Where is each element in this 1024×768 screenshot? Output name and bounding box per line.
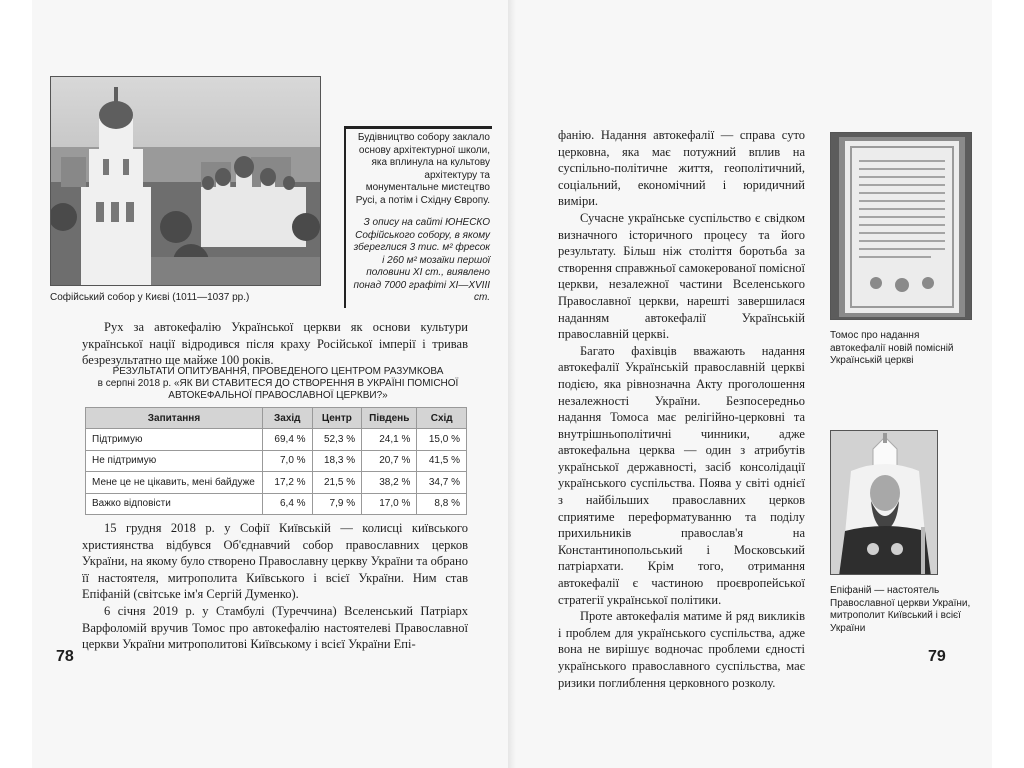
right-paragraph-4: Проте автокефалія матиме й ряд викликів і проблем для українського суспільства, адже вона не вирішує водночас проблеми єдності українського православного суспільства, має ризики поглиблення церковного розколу.: [558, 609, 805, 690]
cell-center: 18,3 %: [312, 450, 362, 472]
tomos-caption: Томос про надання автокефалії новій помісній Українській церкві: [830, 330, 954, 366]
poll-header-row: [86, 408, 467, 429]
table-row: [86, 493, 467, 515]
row-question: Не підтримую: [86, 450, 263, 472]
poll-title-line-1: РЕЗУЛЬТАТИ ОПИТУВАННЯ, ПРОВЕДЕНОГО ЦЕНТРОМ РАЗУМКОВА: [112, 366, 444, 377]
tomos-paragraph: 6 січня 2019 р. у Стамбулі (Туреччина) Вселенський Патріарх Варфоломій вручив Томос про автокефалію настоятелеві Православної церкви України митрополитові Київському і всієї України Епі-: [82, 603, 468, 652]
row-question: Підтримую: [86, 429, 263, 451]
page-number-left: 78: [56, 648, 74, 665]
header-center: Центр: [312, 408, 362, 429]
cell-south: 24,1 %: [362, 429, 417, 451]
right-paragraph-3: Багато фахівців вважають надання автокефалії Українській православній церкві подією, яка рівнозначна Акту проголошення незалежності України. Безпосередньо надання Томоса має релігійно-церковні та внутрішньополітичні чинники, адже автокефальна церква — один з атрибутів української державності, засіб консолідації українського суспільства. Поява у світі однієї з найбільших православних церков сприятиме переформатуванню та поділу прихильників православ'я на Константинопольський і Московський патріархати. Крім того, отримання автокефалії є частиною проєвропейської стратегії української політики.: [558, 343, 805, 607]
cathedral-photo-caption: Софійський собор у Києві (1011—1037 рр.): [50, 292, 250, 303]
cell-east: 41,5 %: [417, 450, 467, 472]
header-west: Захід: [263, 408, 313, 429]
cell-east: 15,0 %: [417, 429, 467, 451]
right-paragraph-2: Сучасне українське суспільство є свідком визначного історичного процесу та його результату. Більш ніж століття боротьба за створення справжньої самокерованої помісної церкви, незалежної частини Вселенського Православної церкви, нарешті завершилася наданням автокефалії Українській православній церкві.: [558, 210, 805, 342]
side-box-note: З опису на сайті ЮНЕСКО Софійського собору, в якому збереглися 3 тис. м² фресок і 260 м² мозаїки першої половини XI ст., виявлено понад 7000 графіті XI—XVIII ст.: [353, 217, 490, 303]
council-paragraph: 15 грудня 2018 р. у Софії Київській — колисці київського християнства відбувся Об'єднавчий собор православних церков України, на якому було створено Православну церкву України та обрано її настоятеля, митрополита Київського і всієї України. Ним став Епіфаній (світське ім'я Сергій Думенко).: [82, 521, 468, 602]
cell-south: 20,7 %: [362, 450, 417, 472]
row-question: Важко відповісти: [86, 493, 263, 515]
sofia-cathedral-image: [51, 77, 321, 286]
cell-south: 38,2 %: [362, 472, 417, 494]
side-box-main-text: Будівництво собору заклало основу архітектурної школи, яка вплинула на культову архітектуру та монументальне мистецтво Русі, а потім і Східну Європу.: [355, 132, 490, 206]
unesco-side-box: [344, 126, 490, 308]
cell-east: 8,8 %: [417, 493, 467, 515]
header-east: Схід: [417, 408, 467, 429]
left-main-text: [82, 520, 468, 653]
cell-west: 7,0 %: [263, 450, 313, 472]
cell-west: 17,2 %: [263, 472, 313, 494]
epiphanius-caption: Епіфаній — настоятель Православної церкви України, митрополит Київський і всієї України: [830, 585, 971, 634]
book-gutter: [508, 0, 516, 768]
header-south: Південь: [362, 408, 417, 429]
table-row: [86, 472, 467, 494]
row-question: Мене це не цікавить, мені байдуже: [86, 472, 263, 494]
right-paragraph-1: фанію. Надання автокефалії — справа суто церковна, яка має потужний вплив на суспільно-політичне життя, геополітичний, соціальний, економічний і юридичний виміри.: [558, 128, 805, 209]
side-box-rule: [346, 126, 492, 129]
epiphanius-photo: [830, 430, 938, 575]
intro-paragraph: [82, 319, 468, 369]
cell-center: 52,3 %: [312, 429, 362, 451]
cell-center: 21,5 %: [312, 472, 362, 494]
epiphanius-portrait-image: [831, 431, 938, 575]
intro-text: Рух за автокефалію Української церкви як основи культури української нації відродився після краху Російської імперії і тривав безрезультатно ще майже 100 років.: [82, 320, 468, 368]
poll-title-line-3: АВТОКЕФАЛЬНОЇ ПРАВОСЛАВНОЇ ЦЕРКВИ?»: [168, 390, 388, 401]
table-row: [86, 450, 467, 472]
poll-title: [88, 366, 468, 402]
cell-south: 17,0 %: [362, 493, 417, 515]
poll-table: [85, 407, 467, 515]
right-main-text: [558, 127, 805, 691]
cell-east: 34,7 %: [417, 472, 467, 494]
header-question: Запитання: [86, 408, 263, 429]
tomos-photo: [830, 132, 972, 320]
poll-title-line-2: в серпні 2018 р. «ЯК ВИ СТАВИТЕСЯ ДО СТВОРЕННЯ В УКРАЇНІ ПОМІСНОЇ: [97, 378, 459, 389]
tomos-document-image: [831, 133, 972, 320]
table-row: [86, 429, 467, 451]
page-number-right: 79: [928, 648, 946, 665]
sofia-cathedral-photo: [50, 76, 321, 286]
cell-center: 7,9 %: [312, 493, 362, 515]
cell-west: 6,4 %: [263, 493, 313, 515]
cell-west: 69,4 %: [263, 429, 313, 451]
